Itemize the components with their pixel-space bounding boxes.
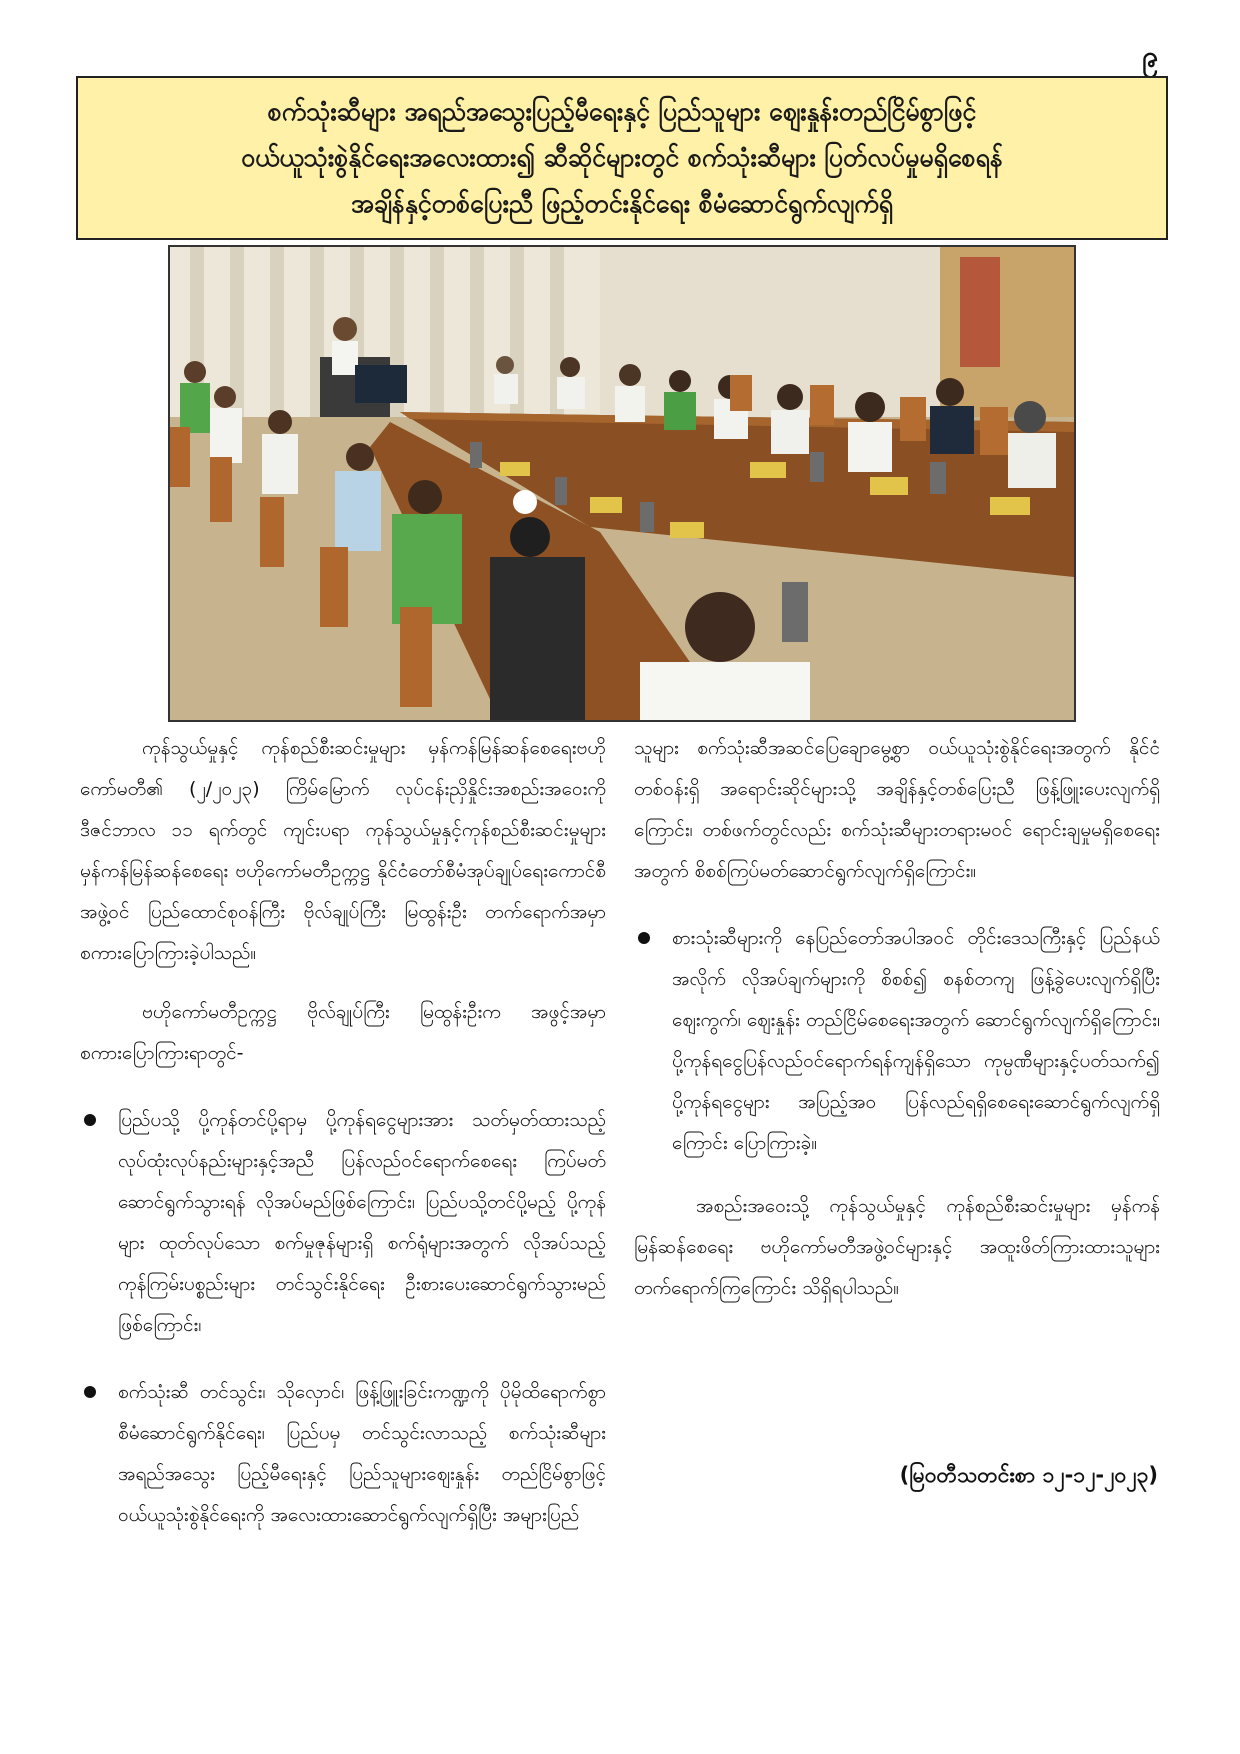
speaker-head <box>333 317 357 341</box>
speaker-body <box>332 341 358 375</box>
meeting-photo-illustration <box>170 247 1074 720</box>
headline-box <box>76 76 1168 240</box>
painting <box>960 257 1000 367</box>
bullet-text: ပြည်ပသို့ ပို့ကုန်တင်ပို့ရာမှ ပို့ကုန်ရငွေများအား သတ်မှတ်ထားသည့် လုပ်ထုံးလုပ်နည်းများနှင့်အညီ ပြန်လည်ဝင်ရောက်စေရေး ကြပ်မတ်ဆောင်ရွက်သွားရန် လိုအပ်မည်ဖြစ်ကြောင်း၊ ပြည်ပသို့တင်ပို့မည့် ပို့ကုန်များ ထုတ်လုပ်သော စက်မှုဇုန်များရှိ စက်ရုံများအတွက် လိုအပ်သည့် ကုန်ကြမ်းပစ္စည်းများ တင်သွင်းနိုင်ရေး ဦးစားပေးဆောင်ရွက်သွားမည်ဖြစ်ကြောင်း၊ <box>118 1109 606 1336</box>
bullet-icon <box>84 1386 96 1398</box>
bullet-icon <box>84 1114 96 1126</box>
page-number: ၉ <box>1142 40 1158 73</box>
bullet-text: စက်သုံးဆီ တင်သွင်း၊ သိုလှောင်၊ ဖြန့်ဖြူးခြင်းကဏ္ဍကို ပိုမိုထိရောက်စွာ စီမံဆောင်ရွက်နိုင်ရေး၊ ပြည်ပမှ တင်သွင်းလာသည့် စက်သုံးဆီများ အရည်အသွေး ပြည့်မီရေးနှင့် ပြည်သူများဈေးနှုန်း တည်ငြိမ်စွာဖြင့် ဝယ်ယူသုံးစွဲနိုင်ရေးကို အလေးထားဆောင်ရွက်လျက်ရှိပြီး အများပြည် <box>118 1381 606 1526</box>
right-column <box>634 728 1160 1327</box>
intro-paragraph: ကုန်သွယ်မှုနှင့် ကုန်စည်စီးဆင်းမှုများ မှန်ကန်မြန်ဆန်စေရေးဗဟိုကော်မတီ၏ (၂/၂၀၂၃) ကြိမ်မြောက် လုပ်ငန်းညှိနှိုင်းအစည်းအဝေးကို ဒီဇင်ဘာလ ၁၁ ရက်တွင် ကျင်းပရာ ကုန်သွယ်မှုနှင့်ကုန်စည်စီးဆင်းမှုများ မှန်ကန်မြန်ဆန်စေရေး ဗဟိုကော်မတီဥက္ကဋ္ဌ နိုင်ငံတော်စီမံအုပ်ချုပ်ရေးကောင်စီအဖွဲ့ဝင် ပြည်ထောင်စုဝန်ကြီး ဗိုလ်ချုပ်ကြီး မြထွန်းဦး တက်ရောက်အမှာစကားပြောကြားခဲ့ပါသည်။ <box>80 737 606 964</box>
headline-line-2: ဝယ်ယူသုံးစွဲနိုင်ရေးအလေးထား၍ ဆီဆိုင်များတွင် စက်သုံးဆီများ ပြတ်လပ်မှုမရှိစေရန် <box>241 143 1003 172</box>
speech-intro-paragraph: ဗဟိုကော်မတီဥက္ကဋ္ဌ ဗိုလ်ချုပ်ကြီး မြထွန်းဦးက အဖွင့်အမှာစကားပြောကြားရာတွင်- <box>80 1001 606 1064</box>
source-citation: (မြဝတီသတင်းစာ ၁၂-၁၂-၂၀၂၃) <box>899 1463 1158 1487</box>
monitor <box>355 365 407 403</box>
bullet-item <box>80 1372 606 1536</box>
bullet-icon <box>638 932 650 944</box>
headline-line-3: အချိန်နှင့်တစ်ပြေးညီ ဖြည့်တင်းနိုင်ရေး စီမံဆောင်ရွက်လျက်ရှိ <box>350 189 894 218</box>
left-column <box>80 728 606 1558</box>
meeting-photo <box>168 245 1076 722</box>
bullet-item <box>634 918 1160 1164</box>
bullet-item <box>80 1100 606 1346</box>
headline-line-1: စက်သုံးဆီများ အရည်အသွေးပြည့်မီရေးနှင့် ပြည်သူများ ဈေးနှုန်းတည်ငြိမ်စွာဖြင့် <box>267 97 977 126</box>
closing-paragraph: အစည်းအဝေးသို့ ကုန်သွယ်မှုနှင့် ကုန်စည်စီးဆင်းမှုများ မှန်ကန်မြန်ဆန်စေရေး ဗဟိုကော်မတီအဖွဲ့ဝင်များနှင့် အထူးဖိတ်ကြားထားသူများ တက်ရောက်ကြကြောင်း သိရှိရပါသည်။ <box>634 1195 1160 1299</box>
continuation-paragraph: သူများ စက်သုံးဆီအဆင်ပြေချောမွေ့စွာ ဝယ်ယူသုံးစွဲနိုင်ရေးအတွက် နိုင်ငံတစ်ဝန်းရှိ အရောင်းဆိုင်များသို့ အချိန်နှင့်တစ်ပြေးညီ ဖြန့်ဖြူးပေးလျက်ရှိကြောင်း၊ တစ်ဖက်တွင်လည်း စက်သုံးဆီများတရားမဝင် ရောင်းချမှုမရှိစေရေးအတွက် စိစစ်ကြပ်မတ်ဆောင်ရွက်လျက်ရှိကြောင်း။ <box>634 737 1160 882</box>
bullet-text: စားသုံးဆီများကို နေပြည်တော်အပါအဝင် တိုင်းဒေသကြီးနှင့် ပြည်နယ်အလိုက် လိုအပ်ချက်များကို စိစစ်၍ စနစ်တကျ ဖြန့်ခွဲပေးလျက်ရှိပြီး ဈေးကွက်၊ ဈေးနှုန်း တည်ငြိမ်စေရေးအတွက် ဆောင်ရွက်လျက်ရှိကြောင်း၊ ပို့ကုန်ရငွေပြန်လည်ဝင်ရောက်ရန်ကျန်ရှိသော ကုမ္ပဏီများနှင့်ပတ်သက်၍ ပို့ကုန်ရငွေများ အပြည့်အဝ ပြန်လည်ရရှိစေရေးဆောင်ရွက်လျက်ရှိကြောင်း ပြောကြားခဲ့။ <box>672 927 1160 1154</box>
